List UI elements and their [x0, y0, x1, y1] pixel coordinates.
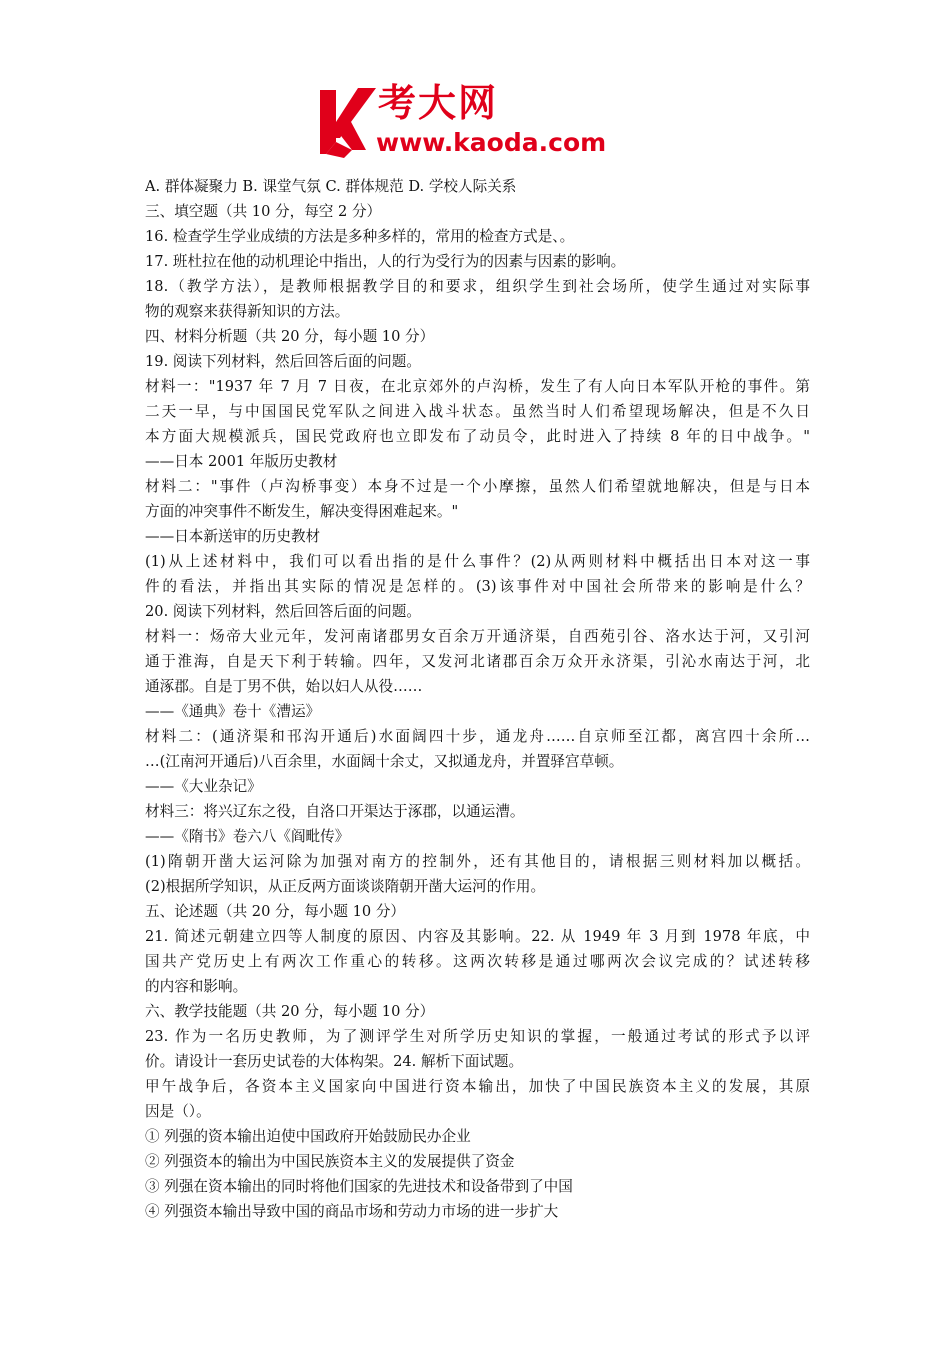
text-line: 材料三：将兴辽东之役，自洛口开渠达于涿郡，以通运漕。	[145, 803, 525, 820]
text-line: 通于淮海，自是天下利于转输。四年，又发河北诸郡百余万众开永济渠，引沁水南达于河，北	[145, 653, 810, 670]
text-line: 21. 简述元朝建立四等人制度的原因、内容及其影响。22. 从 1949 年 3 月到 1978 年底，中	[145, 928, 810, 945]
text-line: 材料一：炀帝大业元年，发河南诸郡男女百余万开通济渠，自西苑引谷、洛水达于河，又引河	[145, 628, 810, 645]
text-line: 甲午战争后，各资本主义国家向中国进行资本输出，加快了中国民族资本主义的发展，其原	[145, 1078, 810, 1095]
text-line: 17. 班杜拉在他的动机理论中指出，人的行为受行为的因素与因素的影响。	[145, 253, 626, 270]
text-line: ——日本新送审的历史教材	[145, 528, 321, 545]
text-line: 材料一："1937 年 7 月 7 日夜，在北京郊外的卢沟桥，发生了有人向日本军队开枪的事件。第	[145, 378, 810, 395]
text-line: 的内容和影响。	[145, 978, 248, 995]
text-line: (1)从上述材料中，我们可以看出指的是什么事件？(2)从两则材料中概括出日本对这一事	[145, 553, 810, 570]
text-line: ——《隋书》卷六八《阎毗传》	[145, 828, 350, 845]
text-line: ② 列强资本的输出为中国民族资本主义的发展提供了资金	[145, 1153, 515, 1170]
text-line: ——《大业杂记》	[145, 778, 262, 795]
text-line: 物的观察来获得新知识的方法。	[145, 303, 350, 320]
document-body	[145, 174, 810, 1224]
text-line: (2)根据所学知识，从正反两方面谈谈隋朝开凿大运河的作用。	[145, 878, 546, 895]
text-line: 材料二："事件（卢沟桥事变）本身不过是一个小摩擦，虽然人们希望就地解决，但是与日本	[145, 478, 810, 495]
text-line: 价。请设计一套历史试卷的大体构架。24. 解析下面试题。	[145, 1053, 524, 1070]
text-line: 方面的冲突事件不断发生，解决变得困难起来。"	[145, 503, 459, 520]
text-line: 20. 阅读下列材料，然后回答后面的问题。	[145, 603, 421, 620]
logo-site-url: www.kaoda.com	[376, 128, 607, 157]
site-logo[interactable]	[318, 82, 638, 160]
text-line: 材料二：(通济渠和邗沟开通后)水面阔四十步，通龙舟……自京师至江都，离宫四十余所…	[145, 728, 810, 745]
text-line: ④ 列强资本输出导致中国的商品市场和劳动力市场的进一步扩大	[145, 1203, 559, 1220]
text-line: ① 列强的资本输出迫使中国政府开始鼓励民办企业	[145, 1128, 471, 1145]
text-line: 二天一早，与中国国民党军队之间进入战斗状态。虽然当时人们希望现场解决，但是不久日	[145, 403, 810, 420]
text-line: 件的看法，并指出其实际的情况是怎样的。(3)该事件对中国社会所带来的影响是什么？	[145, 578, 810, 595]
text-line: ——日本 2001 年版历史教材	[145, 453, 338, 470]
text-line: 三、填空题（共 10 分，每空 2 分）	[145, 203, 382, 220]
text-line: 16. 检查学生学业成绩的方法是多种多样的，常用的检查方式是、。	[145, 228, 575, 245]
text-line: ——《通典》卷十《漕运》	[145, 703, 321, 720]
text-line: A. 群体凝聚力 B. 课堂气氛 C. 群体规范 D. 学校人际关系	[145, 178, 517, 195]
text-line: (1)隋朝开凿大运河除为加强对南方的控制外，还有其他目的，请根据三则材料加以概括。	[145, 853, 810, 870]
text-line: 18.（教学方法），是教师根据教学目的和要求，组织学生到社会场所，使学生通过对实际事	[145, 278, 810, 295]
logo-site-name: 考大网	[378, 81, 499, 125]
text-line: 四、材料分析题（共 20 分，每小题 10 分）	[145, 328, 435, 345]
text-line: …(江南河开通后)八百余里，水面阔十余丈，又拟通龙舟，并置驿宫草顿。	[145, 753, 624, 770]
text-line: 因是（）。	[145, 1103, 211, 1120]
text-line: 国共产党历史上有两次工作重心的转移。这两次转移是通过哪两次会议完成的？试述转移	[145, 953, 810, 970]
text-line: 本方面大规模派兵，国民党政府也立即发布了动员令，此时进入了持续 8 年的日中战争。"	[145, 428, 810, 445]
text-line: 六、教学技能题（共 20 分，每小题 10 分）	[145, 1003, 435, 1020]
text-line: ③ 列强在资本输出的同时将他们国家的先进技术和设备带到了中国	[145, 1178, 573, 1195]
text-line: 通涿郡。自是丁男不供，始以妇人从役……	[145, 678, 423, 695]
text-line: 19. 阅读下列材料，然后回答后面的问题。	[145, 353, 421, 370]
text-line: 23. 作为一名历史教师，为了测评学生对所学历史知识的掌握，一般通过考试的形式予以评	[145, 1028, 810, 1045]
k-logo-icon	[318, 82, 380, 160]
text-line: 五、论述题（共 20 分，每小题 10 分）	[145, 903, 406, 920]
